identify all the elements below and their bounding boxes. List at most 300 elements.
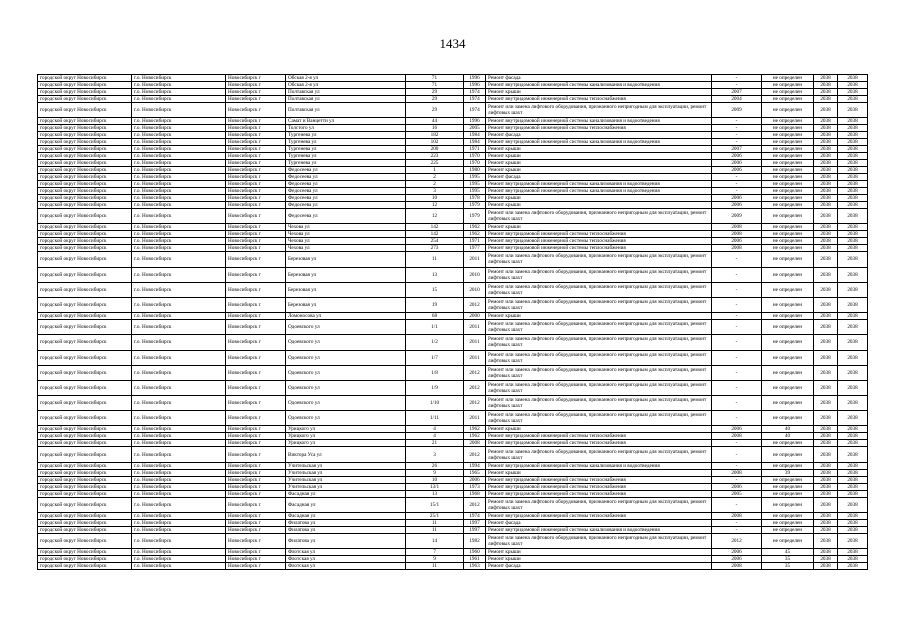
street-cell: Березовая ул [286,267,406,282]
period-start-cell: 2038 [814,519,838,526]
municipality-cell: городской округ Новосибирск [38,533,132,548]
work-type-cell: Ремонт крыши [486,195,712,202]
period-end-cell: 2038 [838,89,868,96]
house-cell: 11 [406,252,464,267]
table-row [38,426,868,433]
house-cell: 25/1 [406,512,464,519]
work-type-cell: Ремонт внутридомовой инженерной системы теплоснабжения [486,483,712,490]
settlement-cell: г.о. Новосибирск [132,188,226,195]
street-cell: Учительская ул [286,469,406,476]
table-row [38,350,868,365]
build-year-cell: 1971 [464,146,486,153]
municipality-cell: городской округ Новосибирск [38,512,132,519]
period-end-cell: 2038 [838,188,868,195]
settlement-cell: г.о. Новосибирск [132,380,226,395]
house-cell: 10 [406,195,464,202]
build-year-cell: 1994 [464,462,486,469]
build-year-cell: 2005 [464,125,486,132]
table-row [38,82,868,89]
cost-cell: не определен [762,411,814,426]
house-cell: 3 [406,188,464,195]
municipality-cell: городской округ Новосибирск [38,350,132,365]
table-row [38,512,868,519]
house-cell: 1/2 [406,335,464,350]
last-repair-cell: - [712,447,762,462]
settlement-cell: г.о. Новосибирск [132,497,226,512]
period-end-cell: 2038 [838,195,868,202]
settlement-cell: г.о. Новосибирск [132,533,226,548]
municipality-cell: городской округ Новосибирск [38,174,132,181]
last-repair-cell: - [712,350,762,365]
period-end-cell: 2038 [838,231,868,238]
period-start-cell: 2038 [814,512,838,519]
last-repair-cell: 2008 [712,469,762,476]
period-end-cell: 2038 [838,447,868,462]
table-row [38,380,868,395]
street-cell: Учительская ул [286,462,406,469]
street-cell: Филатова ул [286,526,406,533]
municipality-cell: городской округ Новосибирск [38,188,132,195]
house-cell: 3 [406,447,464,462]
street-cell: Федосеева ул [286,202,406,209]
last-repair-cell: - [712,411,762,426]
street-cell: Фасадная ул [286,512,406,519]
house-cell: 15/1 [406,497,464,512]
period-end-cell: 2038 [838,167,868,174]
house-cell: 1/1 [406,320,464,335]
last-repair-cell: - [712,462,762,469]
municipality-cell: городской округ Новосибирск [38,282,132,297]
period-end-cell: 2038 [838,146,868,153]
settlement-cell: г.о. Новосибирск [132,320,226,335]
cost-cell: не определен [762,380,814,395]
last-repair-cell: - [712,267,762,282]
table-row [38,231,868,238]
settlement-cell: г.о. Новосибирск [132,202,226,209]
street-cell: Фасадная ул [286,497,406,512]
period-end-cell: 2038 [838,238,868,245]
build-year-cell: 1974 [464,103,486,118]
table-row [38,411,868,426]
build-year-cell: 1973 [464,483,486,490]
city-cell: Новосибирск г [226,380,286,395]
last-repair-cell: 2005 [712,490,762,497]
period-end-cell: 2038 [838,267,868,282]
street-cell: Федосеева ул [286,188,406,195]
period-end-cell: 2038 [838,380,868,395]
period-end-cell: 2038 [838,526,868,533]
settlement-cell: г.о. Новосибирск [132,231,226,238]
street-cell: Федосеева ул [286,181,406,188]
work-type-cell: Ремонт фасада [486,563,712,570]
municipality-cell: городской округ Новосибирск [38,313,132,320]
settlement-cell: г.о. Новосибирск [132,118,226,125]
table-row [38,132,868,139]
settlement-cell: г.о. Новосибирск [132,426,226,433]
city-cell: Новосибирск г [226,556,286,563]
municipality-cell: городской округ Новосибирск [38,125,132,132]
table-row [38,174,868,181]
period-start-cell: 2038 [814,132,838,139]
table-row [38,267,868,282]
last-repair-cell: - [712,132,762,139]
city-cell: Новосибирск г [226,195,286,202]
table-row [38,167,868,174]
settlement-cell: г.о. Новосибирск [132,96,226,103]
build-year-cell: 1974 [464,96,486,103]
street-cell: Одоевского ул [286,350,406,365]
period-start-cell: 2038 [814,411,838,426]
cost-cell: не определен [762,483,814,490]
house-cell: 13 [406,490,464,497]
last-repair-cell: 2006 [712,160,762,167]
work-type-cell: Ремонт или замена лифтового оборудования, признанного непригодным для эксплуатации, ремонт лифтовых шахт [486,533,712,548]
period-start-cell: 2038 [814,556,838,563]
period-start-cell: 2038 [814,238,838,245]
street-cell: Чехова ул [286,231,406,238]
last-repair-cell: - [712,335,762,350]
period-end-cell: 2038 [838,440,868,447]
build-year-cell: 1995 [464,174,486,181]
period-end-cell: 2038 [838,224,868,231]
city-cell: Новосибирск г [226,396,286,411]
house-cell: 13 [406,267,464,282]
city-cell: Новосибирск г [226,462,286,469]
city-cell: Новосибирск г [226,153,286,160]
table-row [38,297,868,312]
last-repair-cell: - [712,396,762,411]
municipality-cell: городской округ Новосибирск [38,160,132,167]
municipality-cell: городской округ Новосибирск [38,267,132,282]
period-end-cell: 2038 [838,174,868,181]
house-cell: 4 [406,426,464,433]
settlement-cell: г.о. Новосибирск [132,125,226,132]
period-start-cell: 2038 [814,245,838,252]
table-row [38,188,868,195]
period-end-cell: 2038 [838,490,868,497]
cost-cell: не определен [762,497,814,512]
municipality-cell: городской округ Новосибирск [38,426,132,433]
work-type-cell: Ремонт или замена лифтового оборудования, признанного непригодным для эксплуатации, ремонт лифтовых шахт [486,497,712,512]
cost-cell: не определен [762,245,814,252]
table-row [38,313,868,320]
municipality-cell: городской округ Новосибирск [38,89,132,96]
last-repair-cell: 2006 [712,153,762,160]
municipality-cell: городской округ Новосибирск [38,556,132,563]
work-type-cell: Ремонт внутридомовой инженерной системы теплоснабжения [486,125,712,132]
city-cell: Новосибирск г [226,469,286,476]
work-type-cell: Ремонт крыши [486,224,712,231]
cost-cell: 40 [762,433,814,440]
cost-cell: не определен [762,209,814,224]
last-repair-cell: - [712,526,762,533]
work-type-cell: Ремонт фасада [486,519,712,526]
cost-cell: не определен [762,75,814,82]
cost-cell: не определен [762,195,814,202]
build-year-cell: 1974 [464,512,486,519]
build-year-cell: 1961 [464,556,486,563]
settlement-cell: г.о. Новосибирск [132,335,226,350]
house-cell: 29 [406,103,464,118]
last-repair-cell: - [712,188,762,195]
build-year-cell: 2012 [464,380,486,395]
street-cell: Одоевского ул [286,320,406,335]
house-cell: 29 [406,96,464,103]
period-end-cell: 2038 [838,75,868,82]
period-start-cell: 2038 [814,125,838,132]
build-year-cell: 2010 [464,282,486,297]
municipality-cell: городской округ Новосибирск [38,252,132,267]
house-cell: 273 [406,245,464,252]
municipality-cell: городской округ Новосибирск [38,231,132,238]
work-type-cell: Ремонт внутридомовой инженерной системы теплоснабжения [486,96,712,103]
work-type-cell: Ремонт или замена лифтового оборудования, признанного непригодным для эксплуатации, ремонт лифтовых шахт [486,297,712,312]
table-row [38,252,868,267]
street-cell: Тургенева ул [286,160,406,167]
city-cell: Новосибирск г [226,125,286,132]
cost-cell: не определен [762,447,814,462]
work-type-cell: Ремонт крыши [486,89,712,96]
period-start-cell: 2038 [814,282,838,297]
work-type-cell: Ремонт крыши [486,313,712,320]
last-repair-cell: - [712,320,762,335]
period-end-cell: 2038 [838,252,868,267]
street-cell: Обская 2-я ул [286,82,406,89]
period-start-cell: 2038 [814,563,838,570]
period-start-cell: 2038 [814,320,838,335]
municipality-cell: городской округ Новосибирск [38,469,132,476]
last-repair-cell: 2008 [712,512,762,519]
period-start-cell: 2038 [814,549,838,556]
work-type-cell: Ремонт внутридомовой инженерной системы теплоснабжения [486,476,712,483]
street-cell: Одоевского ул [286,335,406,350]
period-start-cell: 2038 [814,380,838,395]
street-cell: Тургенева ул [286,153,406,160]
table-row [38,146,868,153]
last-repair-cell: 2006 [712,195,762,202]
settlement-cell: г.о. Новосибирск [132,252,226,267]
settlement-cell: г.о. Новосибирск [132,440,226,447]
build-year-cell: 2011 [464,335,486,350]
city-cell: Новосибирск г [226,231,286,238]
cost-cell: не определен [762,132,814,139]
work-type-cell: Ремонт крыши [486,202,712,209]
build-year-cell: 1962 [464,433,486,440]
period-start-cell: 2038 [814,103,838,118]
street-cell: Филатова ул [286,533,406,548]
work-type-cell: Ремонт или замена лифтового оборудования, признанного непригодным для эксплуатации, ремонт лифтовых шахт [486,335,712,350]
last-repair-cell: - [712,139,762,146]
period-start-cell: 2038 [814,526,838,533]
last-repair-cell: - [712,282,762,297]
work-type-cell: Ремонт фасада [486,132,712,139]
table-row [38,497,868,512]
settlement-cell: г.о. Новосибирск [132,139,226,146]
work-type-cell: Ремонт или замена лифтового оборудования, признанного непригодным для эксплуатации, ремонт лифтовых шахт [486,267,712,282]
city-cell: Новосибирск г [226,320,286,335]
city-cell: Новосибирск г [226,490,286,497]
period-end-cell: 2038 [838,209,868,224]
street-cell: Флотская ул [286,556,406,563]
build-year-cell: 2012 [464,396,486,411]
municipality-cell: городской округ Новосибирск [38,563,132,570]
work-type-cell: Ремонт фасада [486,174,712,181]
settlement-cell: г.о. Новосибирск [132,476,226,483]
work-type-cell: Ремонт внутридомовой инженерной системы канализования и водоотведения [486,181,712,188]
period-start-cell: 2038 [814,188,838,195]
period-start-cell: 2038 [814,433,838,440]
table-row [38,335,868,350]
municipality-cell: городской округ Новосибирск [38,118,132,125]
cost-cell: не определен [762,82,814,89]
house-cell: 1/8 [406,365,464,380]
cost-cell: не определен [762,89,814,96]
street-cell: Чехова ул [286,224,406,231]
last-repair-cell: 2006 [712,238,762,245]
period-end-cell: 2038 [838,153,868,160]
city-cell: Новосибирск г [226,188,286,195]
period-start-cell: 2038 [814,167,838,174]
table-row [38,490,868,497]
city-cell: Новосибирск г [226,483,286,490]
work-type-cell: Ремонт крыши [486,426,712,433]
municipality-cell: городской округ Новосибирск [38,195,132,202]
build-year-cell: 2006 [464,476,486,483]
cost-cell: не определен [762,153,814,160]
period-end-cell: 2038 [838,245,868,252]
period-end-cell: 2038 [838,160,868,167]
work-type-cell: Ремонт внутридомовой инженерной системы теплоснабжения [486,490,712,497]
period-end-cell: 2038 [838,297,868,312]
period-end-cell: 2038 [838,512,868,519]
build-year-cell: 1962 [464,224,486,231]
city-cell: Новосибирск г [226,282,286,297]
build-year-cell: 2011 [464,411,486,426]
work-type-cell: Ремонт крыши [486,556,712,563]
period-start-cell: 2038 [814,153,838,160]
page-number: 1434 [439,36,466,51]
last-repair-cell: 2006 [712,556,762,563]
city-cell: Новосибирск г [226,267,286,282]
cost-cell: не определен [762,125,814,132]
build-year-cell: 1995 [464,181,486,188]
table-row [38,282,868,297]
city-cell: Новосибирск г [226,146,286,153]
build-year-cell: 1974 [464,89,486,96]
city-cell: Новосибирск г [226,563,286,570]
house-cell: 29 [406,89,464,96]
period-end-cell: 2038 [838,563,868,570]
city-cell: Новосибирск г [226,512,286,519]
cost-cell: не определен [762,202,814,209]
city-cell: Новосибирск г [226,411,286,426]
municipality-cell: городской округ Новосибирск [38,75,132,82]
work-type-cell: Ремонт крыши [486,167,712,174]
city-cell: Новосибирск г [226,549,286,556]
table-row [38,195,868,202]
cost-cell: не определен [762,188,814,195]
build-year-cell: 1960 [464,549,486,556]
period-end-cell: 2038 [838,497,868,512]
work-type-cell: Ремонт или замена лифтового оборудования, признанного непригодным для эксплуатации, ремонт лифтовых шахт [486,209,712,224]
house-cell: 13/1 [406,483,464,490]
cost-cell: не определен [762,139,814,146]
municipality-cell: городской округ Новосибирск [38,202,132,209]
municipality-cell: городской округ Новосибирск [38,132,132,139]
municipality-cell: городской округ Новосибирск [38,224,132,231]
city-cell: Новосибирск г [226,497,286,512]
work-type-cell: Ремонт или замена лифтового оборудования, признанного непригодным для эксплуатации, ремонт лифтовых шахт [486,320,712,335]
period-start-cell: 2038 [814,174,838,181]
settlement-cell: г.о. Новосибирск [132,411,226,426]
last-repair-cell: - [712,380,762,395]
build-year-cell: 1982 [464,533,486,548]
settlement-cell: г.о. Новосибирск [132,267,226,282]
settlement-cell: г.о. Новосибирск [132,245,226,252]
street-cell: Учительская ул [286,483,406,490]
city-cell: Новосибирск г [226,82,286,89]
build-year-cell: 1996 [464,75,486,82]
work-type-cell: Ремонт или замена лифтового оборудования, признанного непригодным для эксплуатации, ремонт лифтовых шахт [486,380,712,395]
street-cell: Филатова ул [286,519,406,526]
settlement-cell: г.о. Новосибирск [132,297,226,312]
period-end-cell: 2038 [838,396,868,411]
period-start-cell: 2038 [814,490,838,497]
build-year-cell: 1978 [464,195,486,202]
street-cell: Фасадная ул [286,490,406,497]
municipality-cell: городской округ Новосибирск [38,519,132,526]
period-start-cell: 2038 [814,533,838,548]
municipality-cell: городской округ Новосибирск [38,103,132,118]
build-year-cell: 2011 [464,252,486,267]
street-cell: Федосеева ул [286,195,406,202]
period-start-cell: 2038 [814,202,838,209]
settlement-cell: г.о. Новосибирск [132,512,226,519]
city-cell: Новосибирск г [226,313,286,320]
city-cell: Новосибирск г [226,476,286,483]
period-end-cell: 2038 [838,82,868,89]
street-cell: Одоевского ул [286,365,406,380]
work-type-cell: Ремонт внутридомовой инженерной системы теплоснабжения [486,238,712,245]
table-row [38,245,868,252]
house-cell: 225 [406,160,464,167]
municipality-cell: городской округ Новосибирск [38,297,132,312]
settlement-cell: г.о. Новосибирск [132,132,226,139]
period-end-cell: 2038 [838,103,868,118]
last-repair-cell: - [712,181,762,188]
street-cell: Федосеева ул [286,167,406,174]
period-end-cell: 2038 [838,139,868,146]
settlement-cell: г.о. Новосибирск [132,89,226,96]
period-start-cell: 2038 [814,447,838,462]
house-cell: 7 [406,549,464,556]
settlement-cell: г.о. Новосибирск [132,447,226,462]
work-type-cell: Ремонт или замена лифтового оборудования, признанного непригодным для эксплуатации, ремонт лифтовых шахт [486,252,712,267]
street-cell: Урицкого ул [286,426,406,433]
last-repair-cell: - [712,519,762,526]
period-start-cell: 2038 [814,476,838,483]
period-end-cell: 2038 [838,125,868,132]
municipality-cell: городской округ Новосибирск [38,497,132,512]
cost-cell: 39 [762,469,814,476]
city-cell: Новосибирск г [226,103,286,118]
cost-cell: не определен [762,476,814,483]
house-cell: 223 [406,153,464,160]
period-end-cell: 2038 [838,533,868,548]
work-type-cell: Ремонт или замена лифтового оборудования, признанного непригодным для эксплуатации, ремонт лифтовых шахт [486,447,712,462]
cost-cell: не определен [762,350,814,365]
cost-cell: не определен [762,118,814,125]
